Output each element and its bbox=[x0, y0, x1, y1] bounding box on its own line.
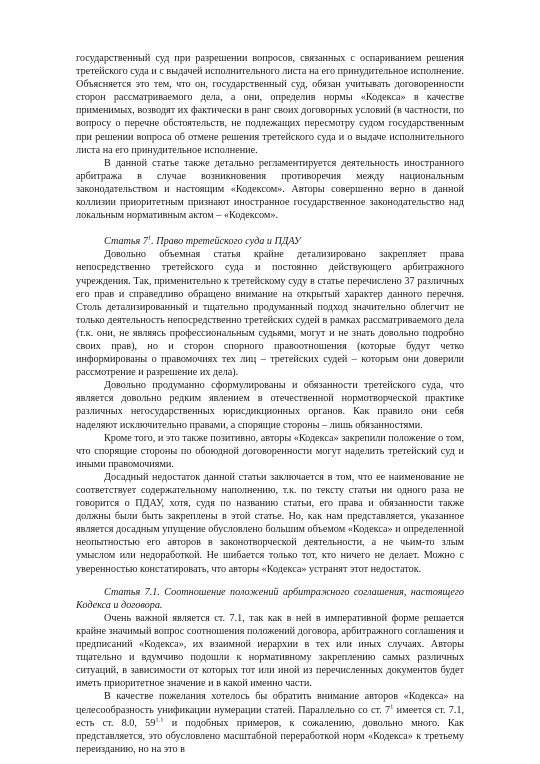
paragraph-duties: Довольно продуманно сформулированы и обязанности третейского суда, что является довольно редким явлением в отечественной нормотворческой практике различных негосударственных юрисдикционных органов. Как правило они себя наделяют исключительно правами, а спорящие стороны – лишь обязанностями. bbox=[76, 380, 464, 431]
paragraph-foreign-arbitration: В данной статье также детально регламентируется деятельность иностранного арбитража в случае возникновения противоречия между национальным законодательством и настоящим «Кодексом». Авторы совершенно верно в данной коллизии приоритетным признают иностранное государственное законодательство над локальным нормативным актом – «Кодексом». bbox=[76, 157, 464, 222]
text-part: имеется ст. 7.1, есть ст. 8.0, 59 bbox=[76, 704, 465, 729]
superscript: 1.1 bbox=[155, 716, 164, 724]
section-title-article-7-1-sup bbox=[76, 235, 464, 248]
paragraph-rights: Довольно объемная статья крайне детализировано закрепляет права непосредственно третейского суда и постоянно действующего арбитражного учреждения. Так, применительно к третейскому суду в статье перечислено 37 различных его прав и справедливо обращено внимание на открытый характер данного перечня. Столь детализированный и тщательно продуманный подход значительно облегчит не только деятельность непосредственно третейских судей в рамках рассматриваемого дела (т.к. они, не являясь профессиональным судьями, могут и не знать довольно подробно своих прав), но и сторон спорного правоотношения (которые будут четко информированы о правомочиях тех лиц – третейских судей – которым они доверили рассмотрение и разрешение их дела). bbox=[76, 249, 464, 379]
paragraph-shortcoming: Досадный недостаток данной статьи заключается в том, что ее наименование не соответствует содержательному наполнению, т.к. по тексту статьи ни одного раза не говорится о ПДАУ, хотя, судя по названию статьи, его права и обязанности также должны были быть закреплены в этой статье. Но, как нам представляется, указанное является досадным упущение обусловлено большим объемом «Кодекса» и определенной неопытностью его авторов в законотворческой деятельности, а не чьим-то злым умыслом или недоработкой. Не шибается только тот, кто ничего не делает. Можно с уверенностью констатировать, что авторы «Кодекса» устранят этот недостаток. bbox=[76, 471, 464, 575]
text-part: В качестве пожелания хотелось бы обратить внимание авторов «Кодекса» на целесообразность унификации нумерации статей. Параллельно со ст. 7 bbox=[76, 691, 464, 716]
title-superscript: 1 bbox=[147, 234, 152, 242]
title-part: . Право третейского суда и ПДАУ bbox=[151, 236, 301, 248]
paragraph-hierarchy: Очень важной является ст. 7.1, так как в ней в императивной форме решается крайне значимый вопрос соотношения положений договора, арбитражного соглашения и предписаний «Кодекса», их взаимной иерархии в тех или иных случаях. Авторы тщательно и вдумчиво подошли к нормативному закреплению самых различных ситуаций, в зависимости от которых тот или иной из перечисленных документов будет иметь приоритетное значение и в какой именно части. bbox=[76, 612, 464, 690]
paragraph-additional-powers: Кроме того, и это также позитивно, авторы «Кодекса» закрепили положение о том, что спорящие стороны по обоюдной договоренности могут наделить третейский суд и иными правомочиями. bbox=[76, 432, 464, 470]
title-part: Статья 7 bbox=[104, 236, 148, 248]
paragraph-continuation: государственный суд при разрешении вопросов, связанных с оспариванием решения третейского суда и с выдачей исполнительного листа на его принудительное исполнение. Объясняется это тем, что он, государственный суд, обязан учитывать договоренности сторон рассматриваемого дела, а они, определив нормы «Кодекса» в качестве применимых, возводят их фактически в ранг своих договорных условий (в частности, по вопросу о перечне обстоятельств, не подлежащих пересмотру судом государственным при решении вопроса об отмене решения третейского суда и о выдаче исполнительного листа на его принудительное исполнение. bbox=[76, 53, 464, 156]
document-page bbox=[76, 52, 464, 756]
paragraph-numbering bbox=[76, 690, 464, 755]
section-title-article-7-1: Статья 7.1. Соотношение положений арбитражного соглашения, настоящего Кодекса и договора. bbox=[76, 586, 464, 611]
superscript: 1 bbox=[390, 703, 394, 711]
text-part: и подобных примеров, к сожалению, довольно много. Как представляется, это обусловлено масштабной переработкой норм «Кодекса» к третьему переизданию, но на это в bbox=[76, 717, 465, 755]
